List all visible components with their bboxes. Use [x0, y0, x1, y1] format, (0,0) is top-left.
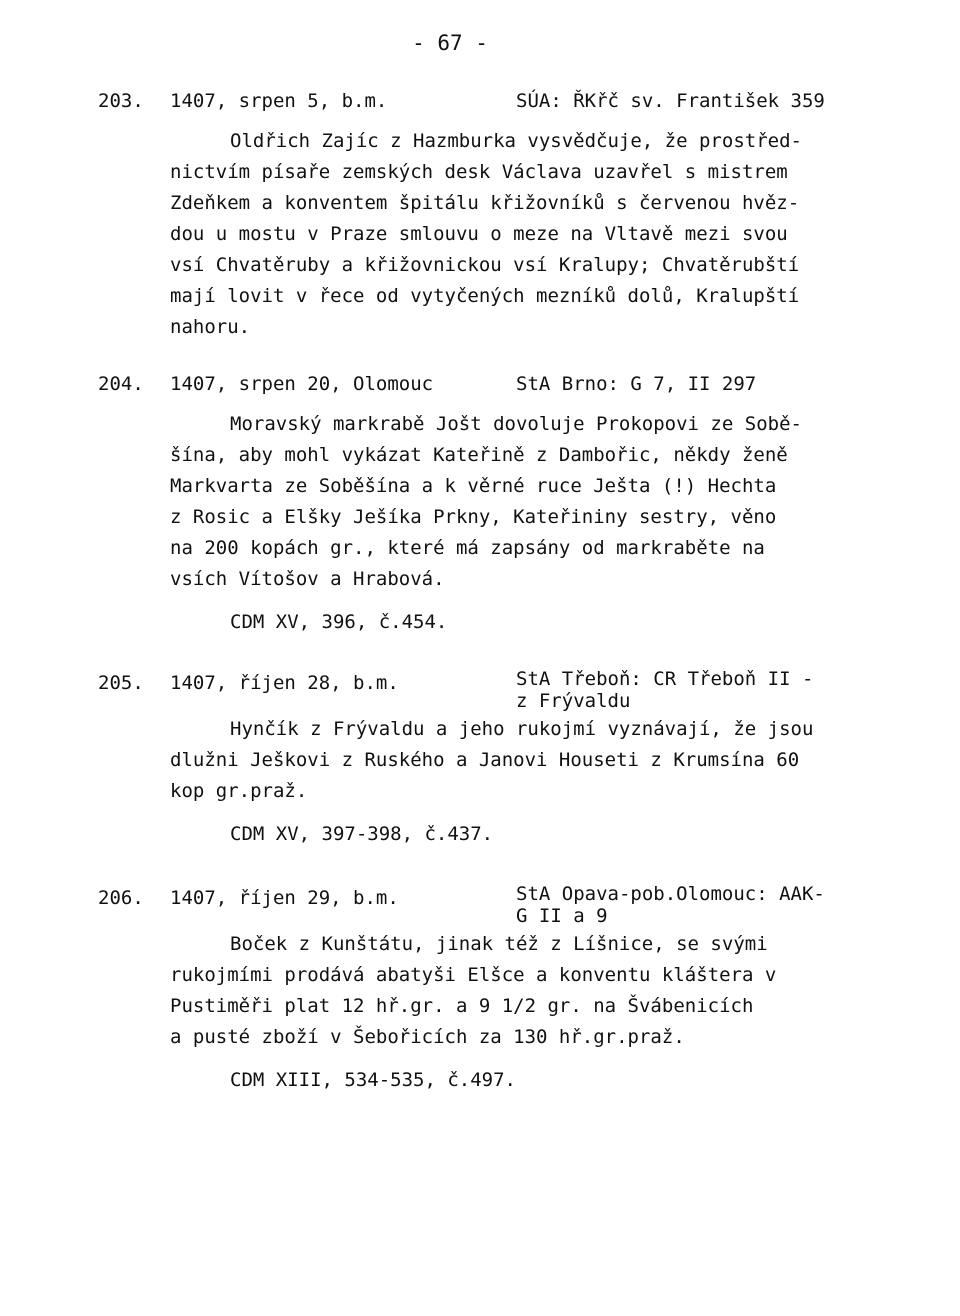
- regest-entry: [98, 86, 878, 343]
- entry-number: 204.: [98, 373, 144, 395]
- text-line: mají lovit v řece od vytyčených mezníků dolů, Kralupští: [170, 285, 800, 307]
- entry-source: StA Opava-pob.Olomouc: AAK- G II a 9: [516, 883, 825, 927]
- text-line: rukojmími prodává abatyši Elšce a konventu kláštera v: [170, 964, 777, 986]
- entry-date: 1407, srpen 5, b.m.: [170, 90, 388, 112]
- entry-reference: CDM XV, 397-398, č.437.: [230, 823, 494, 845]
- text-line: vsí Chvatěruby a křižovnickou vsí Kralupy; Chvatěrubští: [170, 254, 800, 276]
- entry-source: SÚA: ŘKřč sv. František 359: [516, 90, 825, 112]
- entry-source: StA Brno: G 7, II 297: [516, 373, 757, 395]
- text-line: Boček z Kunštátu, jinak též z Líšnice, se svými: [230, 933, 768, 955]
- entry-number: 205.: [98, 672, 144, 694]
- text-line: Markvarta ze Soběšína a k věrné ruce Ješta (!) Hechta: [170, 475, 777, 497]
- text-line: na 200 kopách gr., které má zapsány od markraběte na: [170, 537, 765, 559]
- text-line: kop gr.praž.: [170, 780, 308, 802]
- page-number: - 67 -: [412, 31, 488, 55]
- text-line: nictvím písaře zemských desk Václava uzavřel s mistrem: [170, 161, 788, 183]
- entry-header: [98, 86, 878, 117]
- regest-entry: [98, 883, 878, 1096]
- regest-entry: [98, 369, 878, 638]
- entry-text: [170, 409, 870, 595]
- entry-date: 1407, říjen 28, b.m.: [170, 672, 399, 694]
- entry-text: [170, 126, 870, 343]
- entry-date: 1407, srpen 20, Olomouc: [170, 373, 434, 395]
- entry-number: 203.: [98, 90, 144, 112]
- entry-text: [170, 714, 870, 807]
- text-line: dou u mostu v Praze smlouvu o meze na Vltavě mezi svou: [170, 223, 788, 245]
- text-line: šína, aby mohl vykázat Kateřině z Dambořic, někdy ženě: [170, 444, 788, 466]
- regest-entry: [98, 668, 878, 850]
- text-line: z Rosic a Elšky Ješíka Prkny, Kateřininy sestry, věno: [170, 506, 777, 528]
- text-line: Hynčík z Frývaldu a jeho rukojmí vyznávají, že jsou: [230, 718, 814, 740]
- entry-header: [98, 883, 878, 929]
- entry-header: [98, 369, 878, 400]
- text-line: Moravský markrabě Jošt dovoluje Prokopovi ze Sobě-: [230, 413, 802, 435]
- entry-source: StA Třeboň: CR Třeboň II - z Frývaldu: [516, 668, 814, 712]
- entry-number: 206.: [98, 887, 144, 909]
- entry-header: [98, 668, 878, 714]
- entry-text: [170, 929, 870, 1053]
- text-line: Zdeňkem a konventem špitálu křižovníků s červenou hvěz-: [170, 192, 800, 214]
- entry-date: 1407, říjen 29, b.m.: [170, 887, 399, 909]
- entry-reference: CDM XIII, 534-535, č.497.: [230, 1069, 516, 1091]
- text-line: dlužni Ješkovi z Ruského a Janovi Houseti z Krumsína 60: [170, 749, 800, 771]
- text-line: nahoru.: [170, 316, 251, 338]
- entry-reference: CDM XV, 396, č.454.: [230, 611, 448, 633]
- text-line: vsích Vítošov a Hrabová.: [170, 568, 445, 590]
- text-line: Pustiměři plat 12 hř.gr. a 9 1/2 gr. na Švábenicích: [170, 995, 754, 1017]
- text-line: a pusté zboží v Šebořicích za 130 hř.gr.praž.: [170, 1026, 685, 1048]
- text-line: Oldřich Zajíc z Hazmburka vysvědčuje, že prostřed-: [230, 130, 802, 152]
